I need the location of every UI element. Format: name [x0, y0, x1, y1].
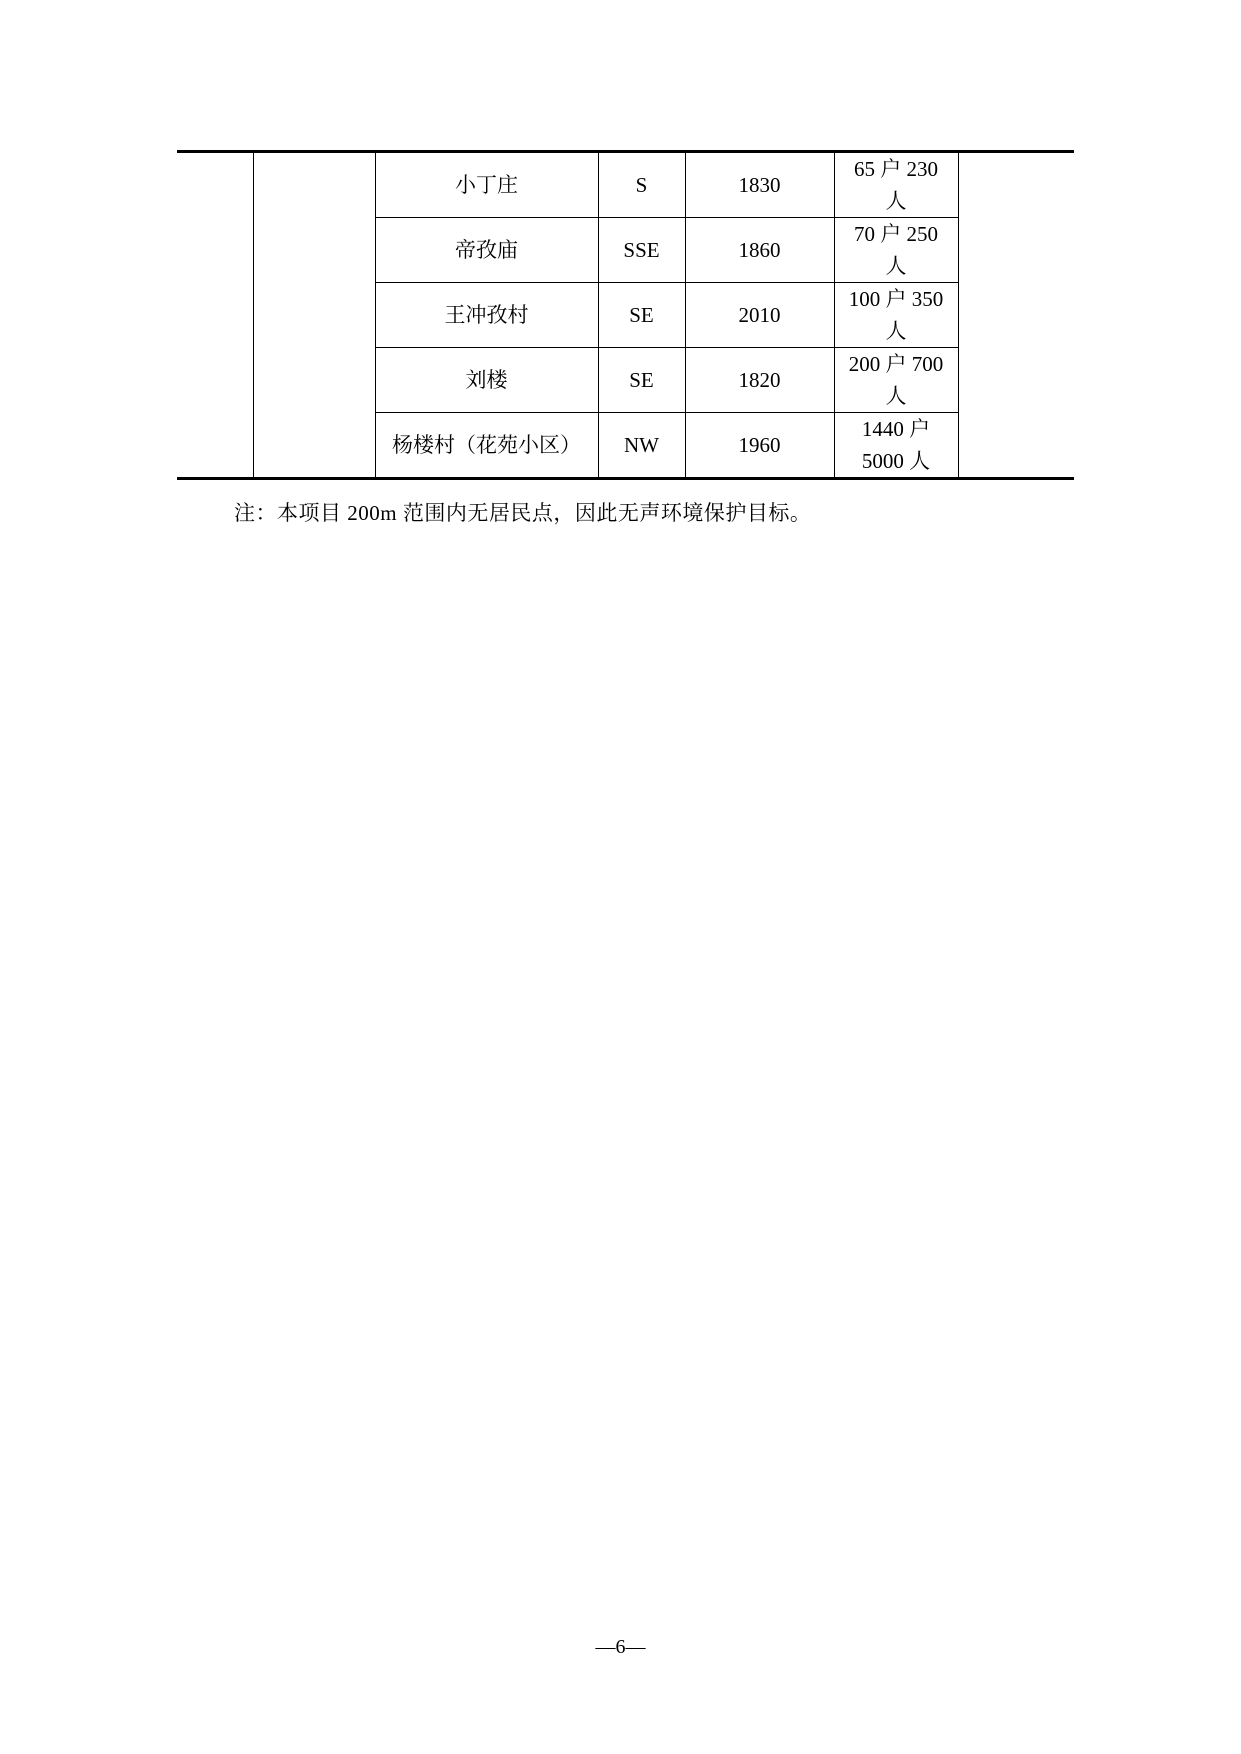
- direction-cell: SE: [598, 348, 685, 413]
- direction-cell: SSE: [598, 218, 685, 283]
- population-line: 70 户 250: [854, 222, 938, 246]
- distance-cell: 2010: [685, 283, 834, 348]
- remark-cell: [958, 152, 1074, 479]
- page-number: —6—: [595, 1636, 646, 1658]
- population-line: 65 户 230: [854, 157, 938, 181]
- protection-targets-table: [177, 150, 1074, 480]
- distance-cell: 1830: [685, 152, 834, 218]
- distance-cell: 1960: [685, 413, 834, 479]
- direction-cell: S: [598, 152, 685, 218]
- target-name-cell: 帝孜庙: [375, 218, 598, 283]
- population-line: 人: [885, 254, 907, 278]
- population-cell: [834, 152, 958, 218]
- table-note: 注：本项目 200m 范围内无居民点，因此无声环境保护目标。: [234, 501, 812, 525]
- population-line: 200 户 700: [848, 352, 944, 376]
- distance-cell: 1820: [685, 348, 834, 413]
- population-cell: [834, 413, 958, 479]
- category-cell: [177, 152, 253, 479]
- target-name-cell: 杨楼村（花苑小区）: [375, 413, 598, 479]
- distance-cell: 1860: [685, 218, 834, 283]
- factor-cell: [253, 152, 375, 479]
- population-cell: [834, 218, 958, 283]
- population-line: 人: [885, 189, 907, 213]
- target-name-cell: 小丁庄: [375, 152, 598, 218]
- population-line: 100 户 350: [848, 287, 944, 311]
- direction-cell: NW: [598, 413, 685, 479]
- population-line: 5000 人: [861, 449, 931, 473]
- direction-cell: SE: [598, 283, 685, 348]
- population-line: 人: [885, 319, 907, 343]
- population-line: 人: [885, 384, 907, 408]
- population-cell: [834, 348, 958, 413]
- target-name-cell: 刘楼: [375, 348, 598, 413]
- population-line: 1440 户: [861, 417, 931, 441]
- population-cell: [834, 283, 958, 348]
- target-name-cell: 王冲孜村: [375, 283, 598, 348]
- table-row: [177, 152, 1074, 218]
